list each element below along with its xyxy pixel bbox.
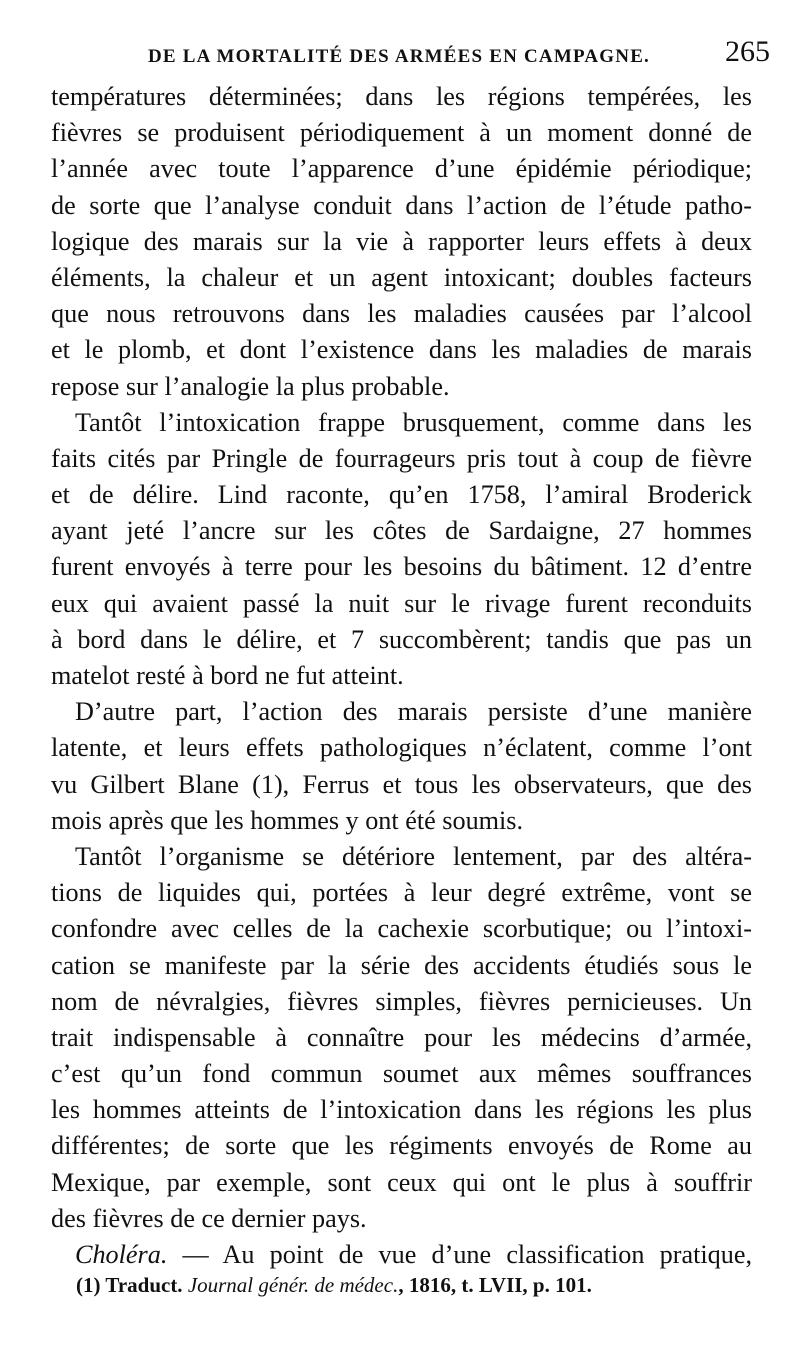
text-line: éléments, la chaleur et un agent intoxicant; doubles facteurs	[51, 262, 752, 292]
text-line: et de délire. Lind raconte, qu’en 1758, l’amiral Broderick	[51, 480, 752, 510]
text-line: ayant jeté l’ancre sur les côtes de Sardaigne, 27 hommes	[51, 516, 752, 546]
text-line: latente, et leurs effets pathologiques n’éclatent, comme l’ont	[51, 733, 752, 763]
text-line: et le plomb, et dont l’existence dans les maladies de marais	[51, 335, 752, 365]
footnote-lead: Traduct.	[100, 1273, 188, 1297]
text-line: cation se manifeste par la série des accidents étudiés sous le	[51, 950, 752, 980]
text-line: tions de liquides qui, portées à leur degré extrême, vont se	[51, 878, 752, 908]
body-text	[51, 79, 752, 1273]
text-line: confondre avec celles de la cachexie scorbutique; ou l’intoxi-	[51, 914, 752, 944]
footnote	[76, 1272, 592, 1298]
text-line: Mexique, par exemple, sont ceux qui ont le plus à souffrir	[51, 1167, 752, 1197]
text-line: c’est qu’un fond commun soumet aux mêmes souffrances	[51, 1059, 752, 1089]
text-line: faits cités par Pringle de fourrageurs pris tout à coup de fièvre	[51, 443, 752, 473]
text-line: différentes; de sorte que les régiments envoyés de Rome au	[51, 1131, 752, 1161]
footnote-journal: Journal génér. de médec.	[187, 1273, 399, 1297]
text-line: logique des marais sur la vie à rapporter leurs effets à deux	[51, 226, 752, 256]
text-line: matelot resté à bord ne fut atteint.	[51, 661, 404, 690]
text-line: repose sur l’analogie la plus probable.	[51, 371, 450, 401]
running-head	[50, 36, 770, 72]
footnote-ref: , 1816, t. LVII, p. 101.	[398, 1273, 592, 1297]
text-line: l’année avec toute l’apparence d’une épidémie périodique;	[51, 154, 752, 184]
text-line: les hommes atteints de l’intoxication dans les régions les plus	[51, 1095, 752, 1125]
text-line: à bord dans le délire, et 7 succombèrent; tandis que pas un	[51, 624, 752, 654]
text-line: Tantôt l’organisme se détériore lentement, par des altéra-	[75, 841, 752, 871]
cholera-text: — Au point de vue d’une classification pratique,	[167, 1240, 752, 1269]
running-title: DE LA MORTALITÉ DES ARMÉES EN CAMPAGNE.	[148, 46, 651, 67]
text-line: que nous retrouvons dans les maladies causées par l’alcool	[51, 299, 752, 329]
text-line: eux qui avaient passé la nuit sur le rivage furent reconduits	[51, 588, 752, 618]
footnote-marker: (1)	[76, 1273, 101, 1297]
cholera-line	[51, 1237, 752, 1273]
cholera-heading: Choléra.	[75, 1240, 168, 1269]
text-line: furent envoyés à terre pour les besoins du bâtiment. 12 d’entre	[51, 552, 752, 582]
text-line: températures déterminées; dans les régions tempérées, les	[51, 82, 752, 111]
text-line: de sorte que l’analyse conduit dans l’action de l’étude patho-	[51, 190, 752, 220]
text-line: nom de névralgies, fièvres simples, fièvres pernicieuses. Un	[51, 986, 752, 1016]
text-line: vu Gilbert Blane (1), Ferrus et tous les observateurs, que des	[51, 769, 752, 799]
text-line: D’autre part, l’action des marais persiste d’une manière	[75, 697, 752, 727]
text-line: mois après que les hommes y ont été soumis.	[51, 805, 524, 835]
text-line: trait indispensable à connaître pour les médecins d’armée,	[51, 1022, 752, 1052]
text-line: fièvres se produisent périodiquement à un moment donné de	[51, 118, 752, 148]
text-line: des fièvres de ce dernier pays.	[51, 1203, 367, 1233]
text-line: Tantôt l’intoxication frappe brusquement, comme dans les	[75, 407, 752, 437]
page-number: 265	[725, 35, 770, 68]
